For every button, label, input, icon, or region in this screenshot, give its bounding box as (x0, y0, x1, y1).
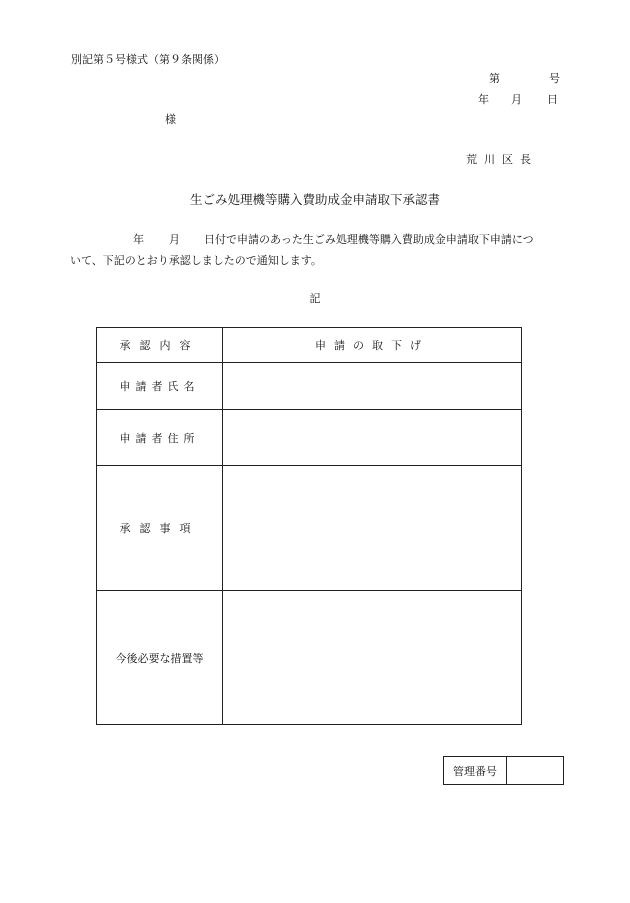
management-number-box (443, 756, 564, 785)
document-title: 生ごみ処理機等購入費助成金申請取下承認書 (189, 192, 440, 207)
table-row (97, 363, 522, 410)
approval-content-value: 申請の取下げ (223, 328, 522, 363)
applicant-name-label: 申請者氏名 (97, 363, 223, 410)
table-row (97, 410, 522, 466)
management-number-label: 管理番号 (444, 757, 507, 785)
document-number-suffix: 号 (549, 72, 560, 85)
applicant-name-value (223, 363, 522, 410)
ki-heading: 記 (309, 292, 321, 305)
table-row (97, 466, 522, 591)
body-line-2: いて、下記のとおり承認しましたので通知します。 (70, 254, 322, 267)
date-day-label: 日 (547, 93, 558, 106)
issuer-name: 荒川区長 (466, 153, 538, 166)
date-year-label: 年 (478, 93, 489, 106)
body-line-1-text: 日付で申請のあった生ごみ処理機等購入費助成金申請取下申請につ (204, 233, 534, 246)
approval-items-label: 承認事項 (97, 466, 223, 591)
approval-items-value (223, 466, 522, 591)
approval-content-label: 承認内容 (97, 328, 223, 363)
approval-table (96, 327, 522, 725)
table-row (97, 328, 522, 363)
form-number-label: 別記第５号様式（第９条関係） (71, 53, 225, 66)
applicant-address-value (223, 410, 522, 466)
body-month: 月 (169, 233, 180, 246)
addressee-suffix: 様 (165, 113, 176, 126)
management-number-value (507, 757, 564, 785)
document-number-prefix: 第 (489, 72, 500, 85)
applicant-address-label: 申請者住所 (97, 410, 223, 466)
date-month-label: 月 (511, 93, 522, 106)
table-row (97, 591, 522, 725)
required-measures-value (223, 591, 522, 725)
required-measures-label: 今後必要な措置等 (97, 591, 223, 725)
body-year: 年 (133, 233, 144, 246)
body-line-1 (133, 231, 534, 247)
